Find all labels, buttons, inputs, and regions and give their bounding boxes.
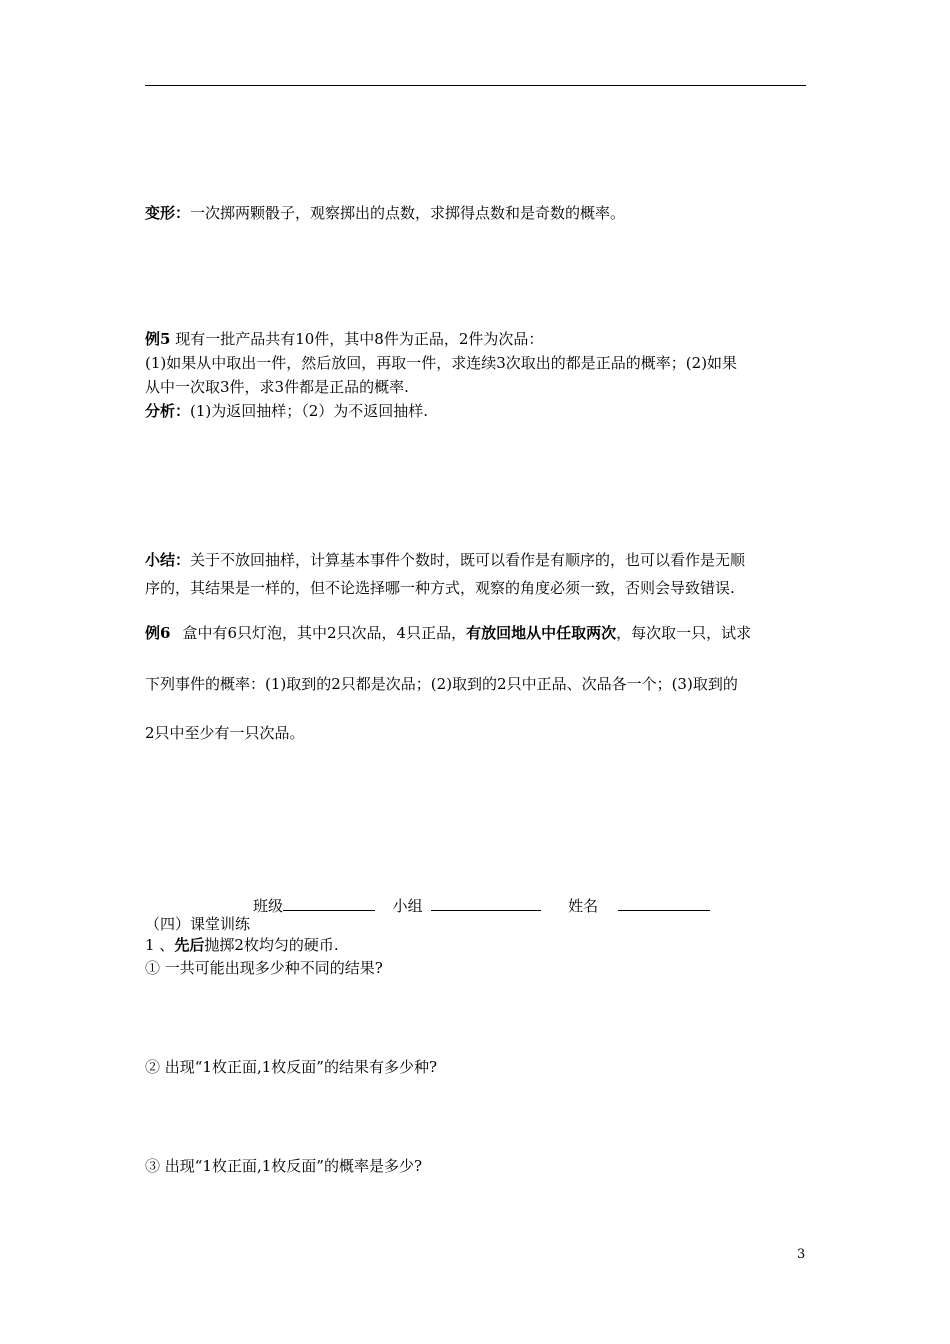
summary-text: 关于不放回抽样，计算基本事件个数时，既可以看作是有顺序的，也可以看作是无顺 <box>190 551 746 569</box>
summary-line2: 序的，其结果是一样的，但不论选择哪一种方式，观察的角度必须一致，否则会导致错误. <box>145 579 735 597</box>
example6-label: 例6 <box>145 624 171 642</box>
group-label: 小组 <box>392 897 423 915</box>
example5-line3: 从中一次取3件，求3件都是正品的概率. <box>145 378 409 396</box>
example6-emphasis: 有放回地从中任取两次 <box>466 624 617 642</box>
student-info-form <box>253 896 710 916</box>
question1-emphasis: 先后 <box>174 936 205 954</box>
page-number: 3 <box>797 1247 806 1262</box>
question1-sub3: ③ 出现“1枚正面,1枚反面”的概率是多少? <box>145 1157 423 1175</box>
name-blank[interactable] <box>618 896 710 911</box>
training-question1 <box>145 935 339 955</box>
class-blank[interactable] <box>283 896 375 911</box>
variant-text: 一次掷两颗骰子，观察掷出的点数，求掷得点数和是奇数的概率。 <box>190 204 626 222</box>
example6-line3: 2只中至少有一只次品。 <box>145 724 305 742</box>
name-label: 姓名 <box>568 897 599 915</box>
example5-label: 例5 <box>145 330 171 348</box>
example6-text-b: ，每次取一只，试求 <box>616 624 752 642</box>
training-heading: （四）课堂训练 <box>145 915 251 933</box>
example5-line2: (1)如果从中取出一件，然后放回，再取一件，求连续3次取出的都是正品的概率；(2)如果 <box>145 354 738 372</box>
variant-label: 变形： <box>145 204 191 222</box>
header-rule <box>145 85 806 86</box>
question1-sub2: ② 出现“1枚正面,1枚反面”的结果有多少种? <box>145 1058 438 1076</box>
class-label: 班级 <box>253 897 284 915</box>
example5-analysis <box>145 401 428 421</box>
example6-text-a: 盒中有6只灯泡，其中2只次品，4只正品， <box>182 624 467 642</box>
summary-label: 小结： <box>145 551 191 569</box>
question1-number: 1 、 <box>145 936 175 954</box>
variant-problem <box>145 203 625 223</box>
question1-sub1: ① 一共可能出现多少种不同的结果? <box>145 959 383 977</box>
summary-line1 <box>145 550 745 570</box>
question1-text: 抛掷2枚均匀的硬币. <box>204 936 339 954</box>
example5-line1 <box>145 329 543 349</box>
example5-text: 现有一批产品共有10件，其中8件为正品，2件为次品： <box>175 330 544 348</box>
example6-line1 <box>145 623 751 643</box>
analysis-label: 分析： <box>145 402 191 420</box>
group-blank[interactable] <box>431 896 541 911</box>
example6-line2: 下列事件的概率：(1)取到的2只都是次品；(2)取到的2只中正品、次品各一个；(3)取到的 <box>145 675 738 693</box>
analysis-text: (1)为返回抽样；（2）为不返回抽样. <box>190 402 429 420</box>
